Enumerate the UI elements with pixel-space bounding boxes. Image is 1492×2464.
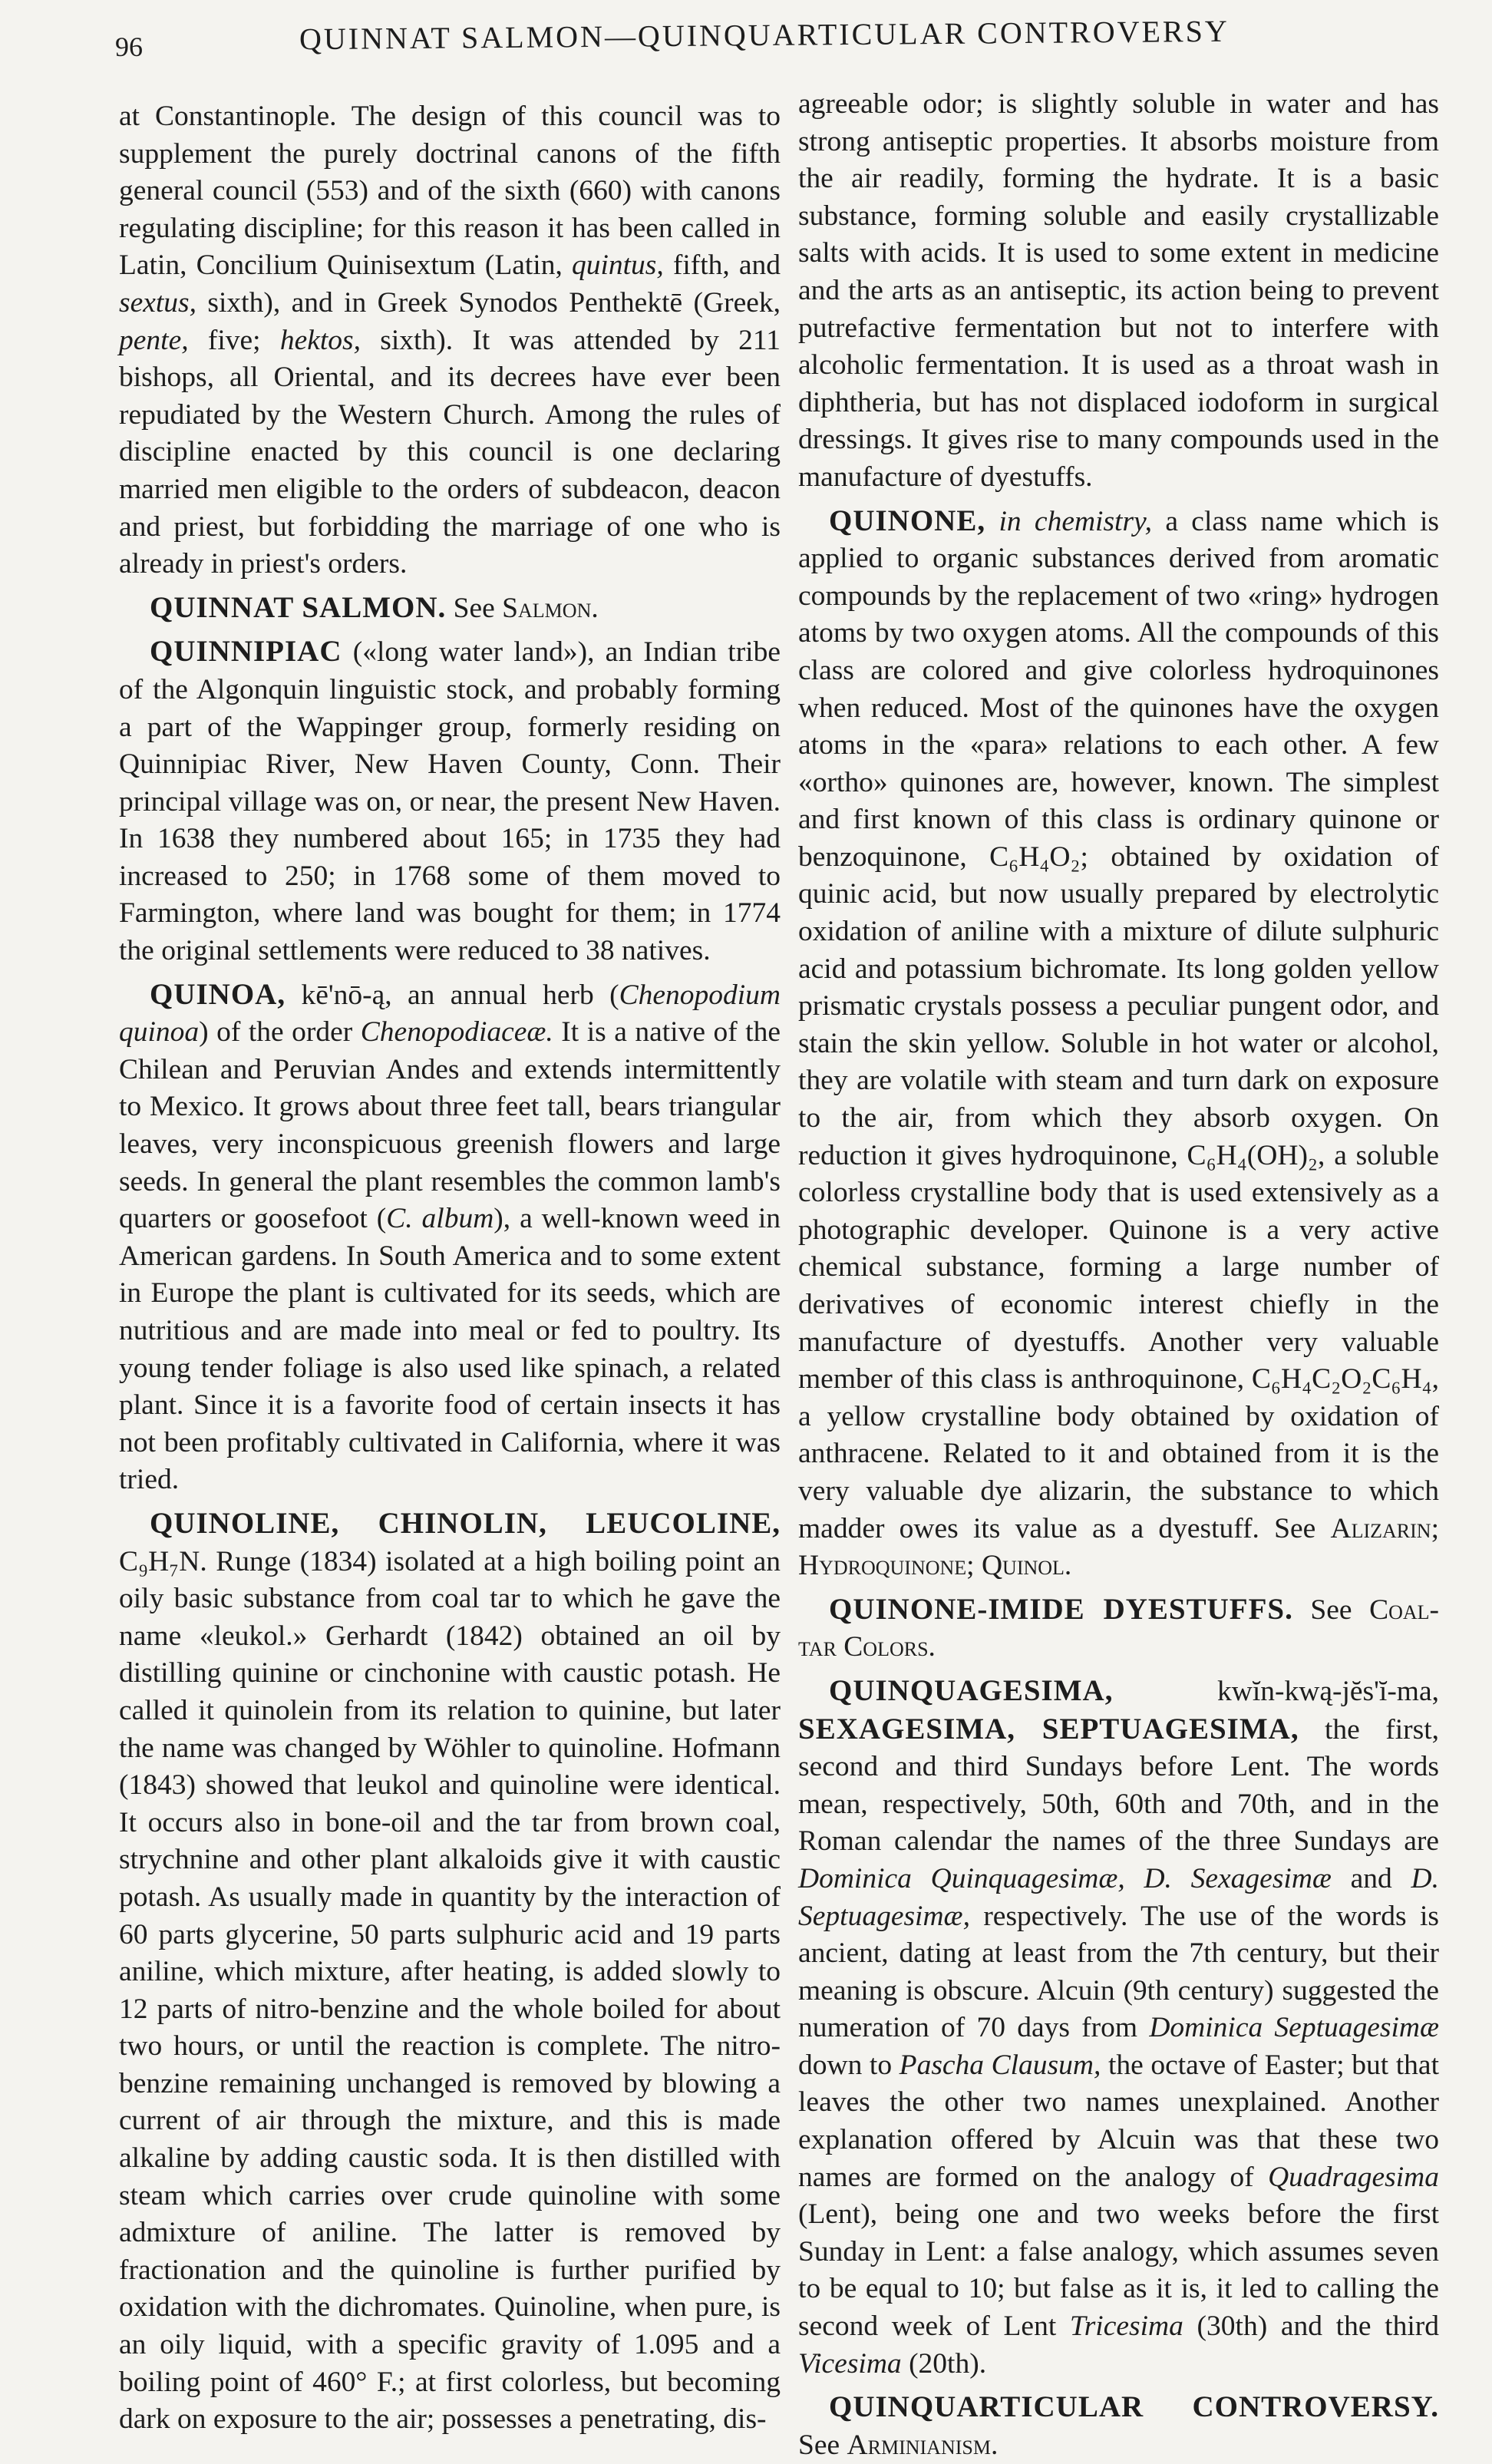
encyclopedia-entry	[798, 1591, 1439, 1666]
entry-text: kwĭn-kwą-jĕs'ĭ-ma,	[1113, 1675, 1439, 1707]
page-header	[115, 13, 1312, 63]
entry-text: at Constantinople. The design of this council was to supplement the purely doctrinal canons of the fifth general council (553) and of the sixth (660) with canons regulating discipline; for this reason it has been called in Latin, Concilium Quinisextum (Latin,	[119, 101, 781, 282]
entry-text: C₉H₇N. Runge (1834) isolated at a high boiling point an oily basic substance from coal tar to which he gave the name «leukol.» Gerhardt (1842) obtained an oil by distilling quinine or cinchonine with caustic potash. He called it quinolein from its relation to quinine, but later the name was changed by Wöhler to quinoline. Hofmann (1843) showed that leukol and quinoline were identical. It occurs also in bone-oil and the tar from brown coal, strychnine and other plant alkaloids give it with caustic potash. As usually made in quantity by the interaction of 60 parts glycerine, 50 parts sulphuric acid and 19 parts aniline, which mixture, after heating, is added slowly to 12 parts of nitro-benzine and the whole boiled for about two hours, or until the reaction is complete. The nitro-benzine remaining unchanged is removed by blowing a current of air through the mixture, and this is made alkaline by adding caustic soda. It is then distilled with steam which carries over crude quinoline with some admixture of aniline. The latter is removed by fractionation and the quinoline is further purified by oxidation with the dichromates. Quinoline, when pure, is an oily liquid, with a specific gravity of 1.095 and a boiling point of 460° F.; at first colorless, but becoming dark on exposure to the air; possesses a penetrating, dis-	[119, 1545, 781, 2436]
entry-text: Dominica Quinquagesimæ, D. Sexagesimæ	[798, 1862, 1332, 1894]
entry-text: five;	[188, 324, 280, 356]
entry-headword: QUINNIPIAC	[150, 635, 342, 669]
entry-text: the first, second and third Sundays before Lent. The words mean, respectively, 50th, 60th and 70th, and in the Roman calendar the names of the three Sundays are	[798, 1713, 1439, 1858]
entry-text: agreeable odor; is slightly soluble in water and has strong antiseptic properties. It absorbs moisture from the air readily, forming the hydrate. It is a basic substance, forming soluble and easily crystallizable salts with acids. It is used to some extent in medicine and the arts as an antiseptic, its action being to prevent putrefactive fermentation but not to interfere with alcoholic fermentation. It is used as a throat wash in diphtheria, but has not displaced iodoform in surgical dressings. It gives rise to many compounds used in the manufacture of dyestuffs.	[798, 88, 1439, 493]
entry-headword: QUINOLINE, CHINOLIN, LEUCOLINE,	[150, 1506, 781, 1540]
entry-text: See	[798, 2429, 847, 2461]
running-title: QUINNAT SALMON—QUINQUARTICULAR CONTROVERSY	[299, 13, 1230, 57]
entry-text: C. album	[386, 1203, 494, 1235]
entry-headword: SEXAGESIMA, SEPTUAGESIMA,	[798, 1712, 1299, 1746]
entry-headword: QUINONE-IMIDE DYESTUFFS.	[829, 1592, 1293, 1626]
entry-text: Dominica Septuagesimæ	[1149, 2012, 1439, 2044]
encyclopedia-entry	[798, 1673, 1439, 2383]
encyclopedia-entry	[798, 503, 1439, 1585]
entry-text: Vicesima	[798, 2347, 902, 2380]
entry-text: the octave of Easter; but that leaves the other two names unexplained. Another explanation offered by Alcuin was that these two names are formed on the analogy of	[798, 2049, 1439, 2193]
right-column	[798, 86, 1439, 2464]
encyclopedia-entry	[119, 590, 781, 628]
encyclopedia-entry	[119, 976, 781, 1499]
entry-text: ), a well-known weed in American gardens. In South America and to some extent in Europe the plant is cultivated for its seeds, which are nutritious and are made into meal or fed to poultry. Its young tender foliage is also used like spinach, a related plant. Since it is a favorite food of certain insects it has not been profitably cultivated in California, where it was tried.	[119, 1203, 781, 1496]
entry-text: respectively. The use of the words is ancient, dating at least from the 7th century, but their meaning is obscure. Alcuin (9th century) suggested the numeration of 70 days from	[798, 1900, 1439, 2044]
entry-text: (20th).	[901, 2347, 987, 2380]
entry-text	[985, 506, 999, 537]
entry-text: It is a native of the Chilean and Peruvian Andes and extends intermittently to Mexico. It grows about three feet tall, bears triangular leaves, very inconspicuous greenish flowers and large seeds. In general the plant resembles the common lamb's quarters or goosefoot (	[119, 1016, 781, 1235]
cross-reference: Coal-tar Colors.	[798, 1594, 1439, 1663]
entry-text: quintus,	[571, 249, 664, 282]
cross-reference: Alizarin; Hydroquinone; Quinol.	[798, 1512, 1439, 1582]
entry-text: hektos,	[279, 324, 361, 356]
entry-text: sixth). It was attended by 211 bishops, all Oriental, and its decrees have ever been repudiated by the Western Church. Among the rules of discipline enacted by this council is one declaring married men eligible to the orders of subdeacon, deacon and priest, but forbidding the marriage of one who is already in priest's orders.	[119, 324, 781, 580]
entry-text: down to	[798, 2049, 899, 2081]
entry-headword: QUINQUAGESIMA,	[829, 1673, 1114, 1707]
entry-text: Quadragesima	[1268, 2161, 1439, 2193]
entry-text: See	[1292, 1594, 1370, 1626]
continued-paragraph	[798, 86, 1439, 497]
entry-text: sixth), and in Greek Synodos Penthektē (Greek,	[196, 286, 781, 319]
entry-headword: QUINONE,	[829, 504, 986, 537]
entry-text: Chenopodium quinoa	[119, 979, 781, 1049]
entry-text: sextus,	[119, 286, 197, 319]
encyclopedia-entry	[119, 633, 781, 969]
encyclopedia-entry	[119, 1505, 781, 2439]
cross-reference: Salmon.	[502, 592, 599, 624]
entry-text: Chenopodiaceæ.	[360, 1016, 553, 1049]
entry-text: («long water land»), an Indian tribe of the Algonquin linguistic stock, and probably forming a part of the Wappinger group, formerly residing on Quinnipiac River, New Haven County, Conn. Their principal village was on, or near, the present New Haven. In 1638 they numbered about 165; in 1735 they had increased to 250; in 1768 some of them moved to Farmington, where land was bought for them; in 1774 the original settlements were reduced to 38 natives.	[119, 636, 781, 967]
entry-text: in chemistry,	[999, 505, 1153, 537]
continued-paragraph	[119, 98, 781, 583]
entry-text: (30th) and the third	[1183, 2310, 1439, 2343]
entry-text: ) of the order	[199, 1016, 361, 1049]
entry-text: and	[1331, 1862, 1411, 1894]
entry-text: a class name which is applied to organic substances derived from aromatic compounds by the replacement of two «ring» hydrogen atoms by two oxygen atoms. All the compounds of this class are colored and give colorless hydroquinones when reduced. Most of the quinones have the oxygen atoms in the «para» relations to each other. A few «ortho» quinones are, however, known. The simplest and first known of this class is ordinary quinone or benzoquinone, C₆H₄O₂; obtained by oxidation of quinic acid, but now usually prepared by electrolytic oxidation of aniline with a mixture of dilute sulphuric acid and potassium bichromate. Its long golden yellow prismatic crystals possess a peculiar pungent odor, and stain the skin yellow. Soluble in hot water or alcohol, they are volatile with steam and turn dark on exposure to the air, from which they absorb oxygen. On reduction it gives hydroquinone, C₆H₄(OH)₂, a soluble colorless crystalline body that is used extensively as a photographic developer. Quinone is a very active chemical substance, forming a large number of derivatives of economic interest chiefly in the manufacture of dyestuffs. Another very valuable member of this class is anthroquinone, C₆H₄C₂O₂C₆H₄, a yellow crystalline body obtained by oxidation of anthracene. Related to it and obtained from it is the very valuable dye alizarin, the substance to which madder owes its value as a dyestuff. See	[798, 505, 1440, 1544]
entry-text: (Lent), being one and two weeks before the first Sunday in Lent: a false analogy, which assumes seven to be equal to 10; but false as it is, it led to calling the second week of Lent	[798, 2198, 1439, 2343]
encyclopedia-entry	[798, 2389, 1439, 2464]
entry-headword: QUINQUARTICULAR CONTROVERSY.	[829, 2390, 1439, 2424]
entry-text: D. Septuagesimæ,	[798, 1862, 1439, 1932]
cross-reference: Arminianism.	[847, 2429, 999, 2461]
entry-text: See	[446, 592, 503, 624]
entry-headword: QUINNAT SALMON.	[150, 590, 447, 624]
entry-text: fifth, and	[663, 249, 781, 282]
entry-text: pente,	[119, 324, 189, 356]
left-column	[119, 98, 781, 2439]
page-number: 96	[115, 31, 143, 62]
entry-text: Tricesima	[1069, 2310, 1183, 2343]
entry-text: Pascha Clausum,	[899, 2049, 1101, 2081]
entry-headword: QUINOA,	[150, 977, 286, 1011]
entry-text: kē'nō-ą, an annual herb (	[286, 979, 619, 1011]
